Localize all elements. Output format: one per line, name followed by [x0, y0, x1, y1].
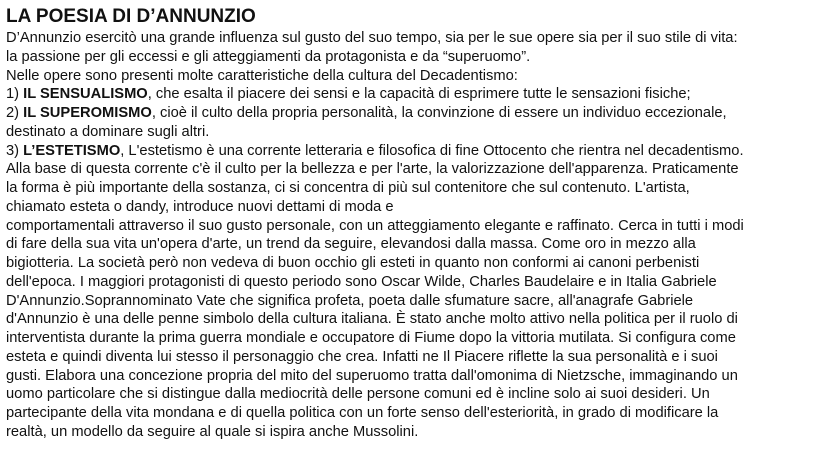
text-run: d'Annunzio è una delle penne simbolo della cultura italiana. È stato anche molto attivo nella politica per il ruolo di: [6, 311, 738, 328]
text-line: [6, 67, 822, 86]
text-run: gusti. Elabora una concezione propria del mito del superuomo tratta dall'omonima di Nietzsche, immaginando un: [6, 367, 738, 384]
text-line: [6, 235, 822, 254]
text-run: D’Annunzio esercitò una grande influenza sul gusto del suo tempo, sia per le sue opere sia per il suo stile di vita:: [6, 30, 738, 46]
document-page: [6, 4, 822, 462]
document-body: [6, 29, 822, 442]
section-heading-keyword: IL SUPEROMISMO: [23, 105, 152, 121]
text-line: [6, 254, 822, 273]
text-line: [6, 48, 822, 67]
text-run: chiamato esteta o dandy, introduce nuovi dettami di moda e: [6, 198, 394, 215]
text-line: [6, 348, 822, 367]
text-run: , cioè il culto della propria personalità, la convinzione di essere un individuo eccezionale,: [151, 105, 727, 121]
text-run: 2): [6, 105, 24, 121]
text-line: [6, 29, 822, 48]
text-line: [6, 179, 822, 198]
text-line: [6, 123, 822, 142]
text-line: [6, 142, 822, 161]
text-line: [6, 367, 822, 386]
text-run: interventista durante la prima guerra mondiale e occupatore di Fiume dopo la vittoria mutilata. Si configura come: [6, 330, 736, 346]
text-line: [6, 310, 822, 329]
text-line: [6, 217, 822, 236]
text-run: partecipante della vita mondana e di quella politica con un forte senso dell'esteriorità, in grado di modificare la: [6, 405, 719, 421]
text-run: bigiotteria. La società però non vedeva di buon occhio gli esteti in quanto non conformi ai canoni perbenisti: [6, 255, 700, 271]
text-run: di fare della sua vita un'opera d'arte, un trend da seguire, elevandosi dalla massa. Come oro in mezzo alla: [6, 236, 696, 253]
text-line: [6, 329, 822, 348]
text-run: uomo particolare che si distingue dalla mediocrità delle persone comuni ed è incline solo ai suoi desideri. Un: [6, 386, 710, 403]
text-run: la passione per gli eccessi e gli atteggiamenti da protagonista e da “superuomo”.: [6, 48, 531, 65]
text-run: 3): [6, 142, 24, 159]
text-run: comportamentali attraverso il suo gusto personale, con un atteggiamento elegante e raffinato. Cerca in tutti i modi: [6, 217, 744, 234]
text-line: [6, 292, 822, 311]
section-heading-keyword: IL SENSUALISMO: [23, 86, 148, 103]
text-run: , L'estetismo è una corrente letteraria e filosofica di fine Ottocento che rientra nel decadentismo.: [120, 142, 744, 159]
text-run: , che esalta il piacere dei sensi e la capacità di esprimere tutte le sensazioni fisiche;: [147, 86, 691, 103]
document-title: LA POESIA DI D’ANNUNZIO: [6, 6, 256, 27]
text-line: [6, 85, 822, 104]
text-run: Nelle opere sono presenti molte caratteristiche della cultura del Decadentismo:: [6, 67, 518, 84]
text-run: dell'epoca. I maggiori protagonisti di questo periodo sono Oscar Wilde, Charles Baudelaire e in Italia Gabriele: [6, 273, 717, 290]
text-line: [6, 273, 822, 292]
text-run: esteta e quindi diventa lui stesso il personaggio che crea. Infatti ne Il Piacere riflette la sua personalità e i suoi: [6, 348, 718, 365]
text-line: [6, 385, 822, 404]
text-run: 1): [6, 86, 24, 103]
text-run: D'Annunzio.Soprannominato Vate che significa profeta, poeta dalle sfumature sacre, all'anagrafe Gabriele: [6, 292, 694, 309]
text-run: Alla base di questa corrente c'è il culto per la bellezza e per l'arte, la valorizzazione dell'apparenza. Praticamente: [6, 161, 739, 178]
text-line: [6, 160, 822, 179]
text-line: [6, 423, 822, 442]
text-run: destinato a dominare sugli altri.: [6, 123, 210, 140]
text-line: [6, 404, 822, 423]
text-line: [6, 198, 822, 217]
text-run: realtà, un modello da seguire al quale si ispira anche Mussolini.: [6, 423, 419, 440]
text-run: la forma è più importante della sostanza, ci si concentra di più sul contenitore che sul contenuto. L'artista,: [6, 180, 690, 196]
text-line: [6, 104, 822, 123]
section-heading-keyword: L’ESTETISMO: [23, 142, 121, 159]
